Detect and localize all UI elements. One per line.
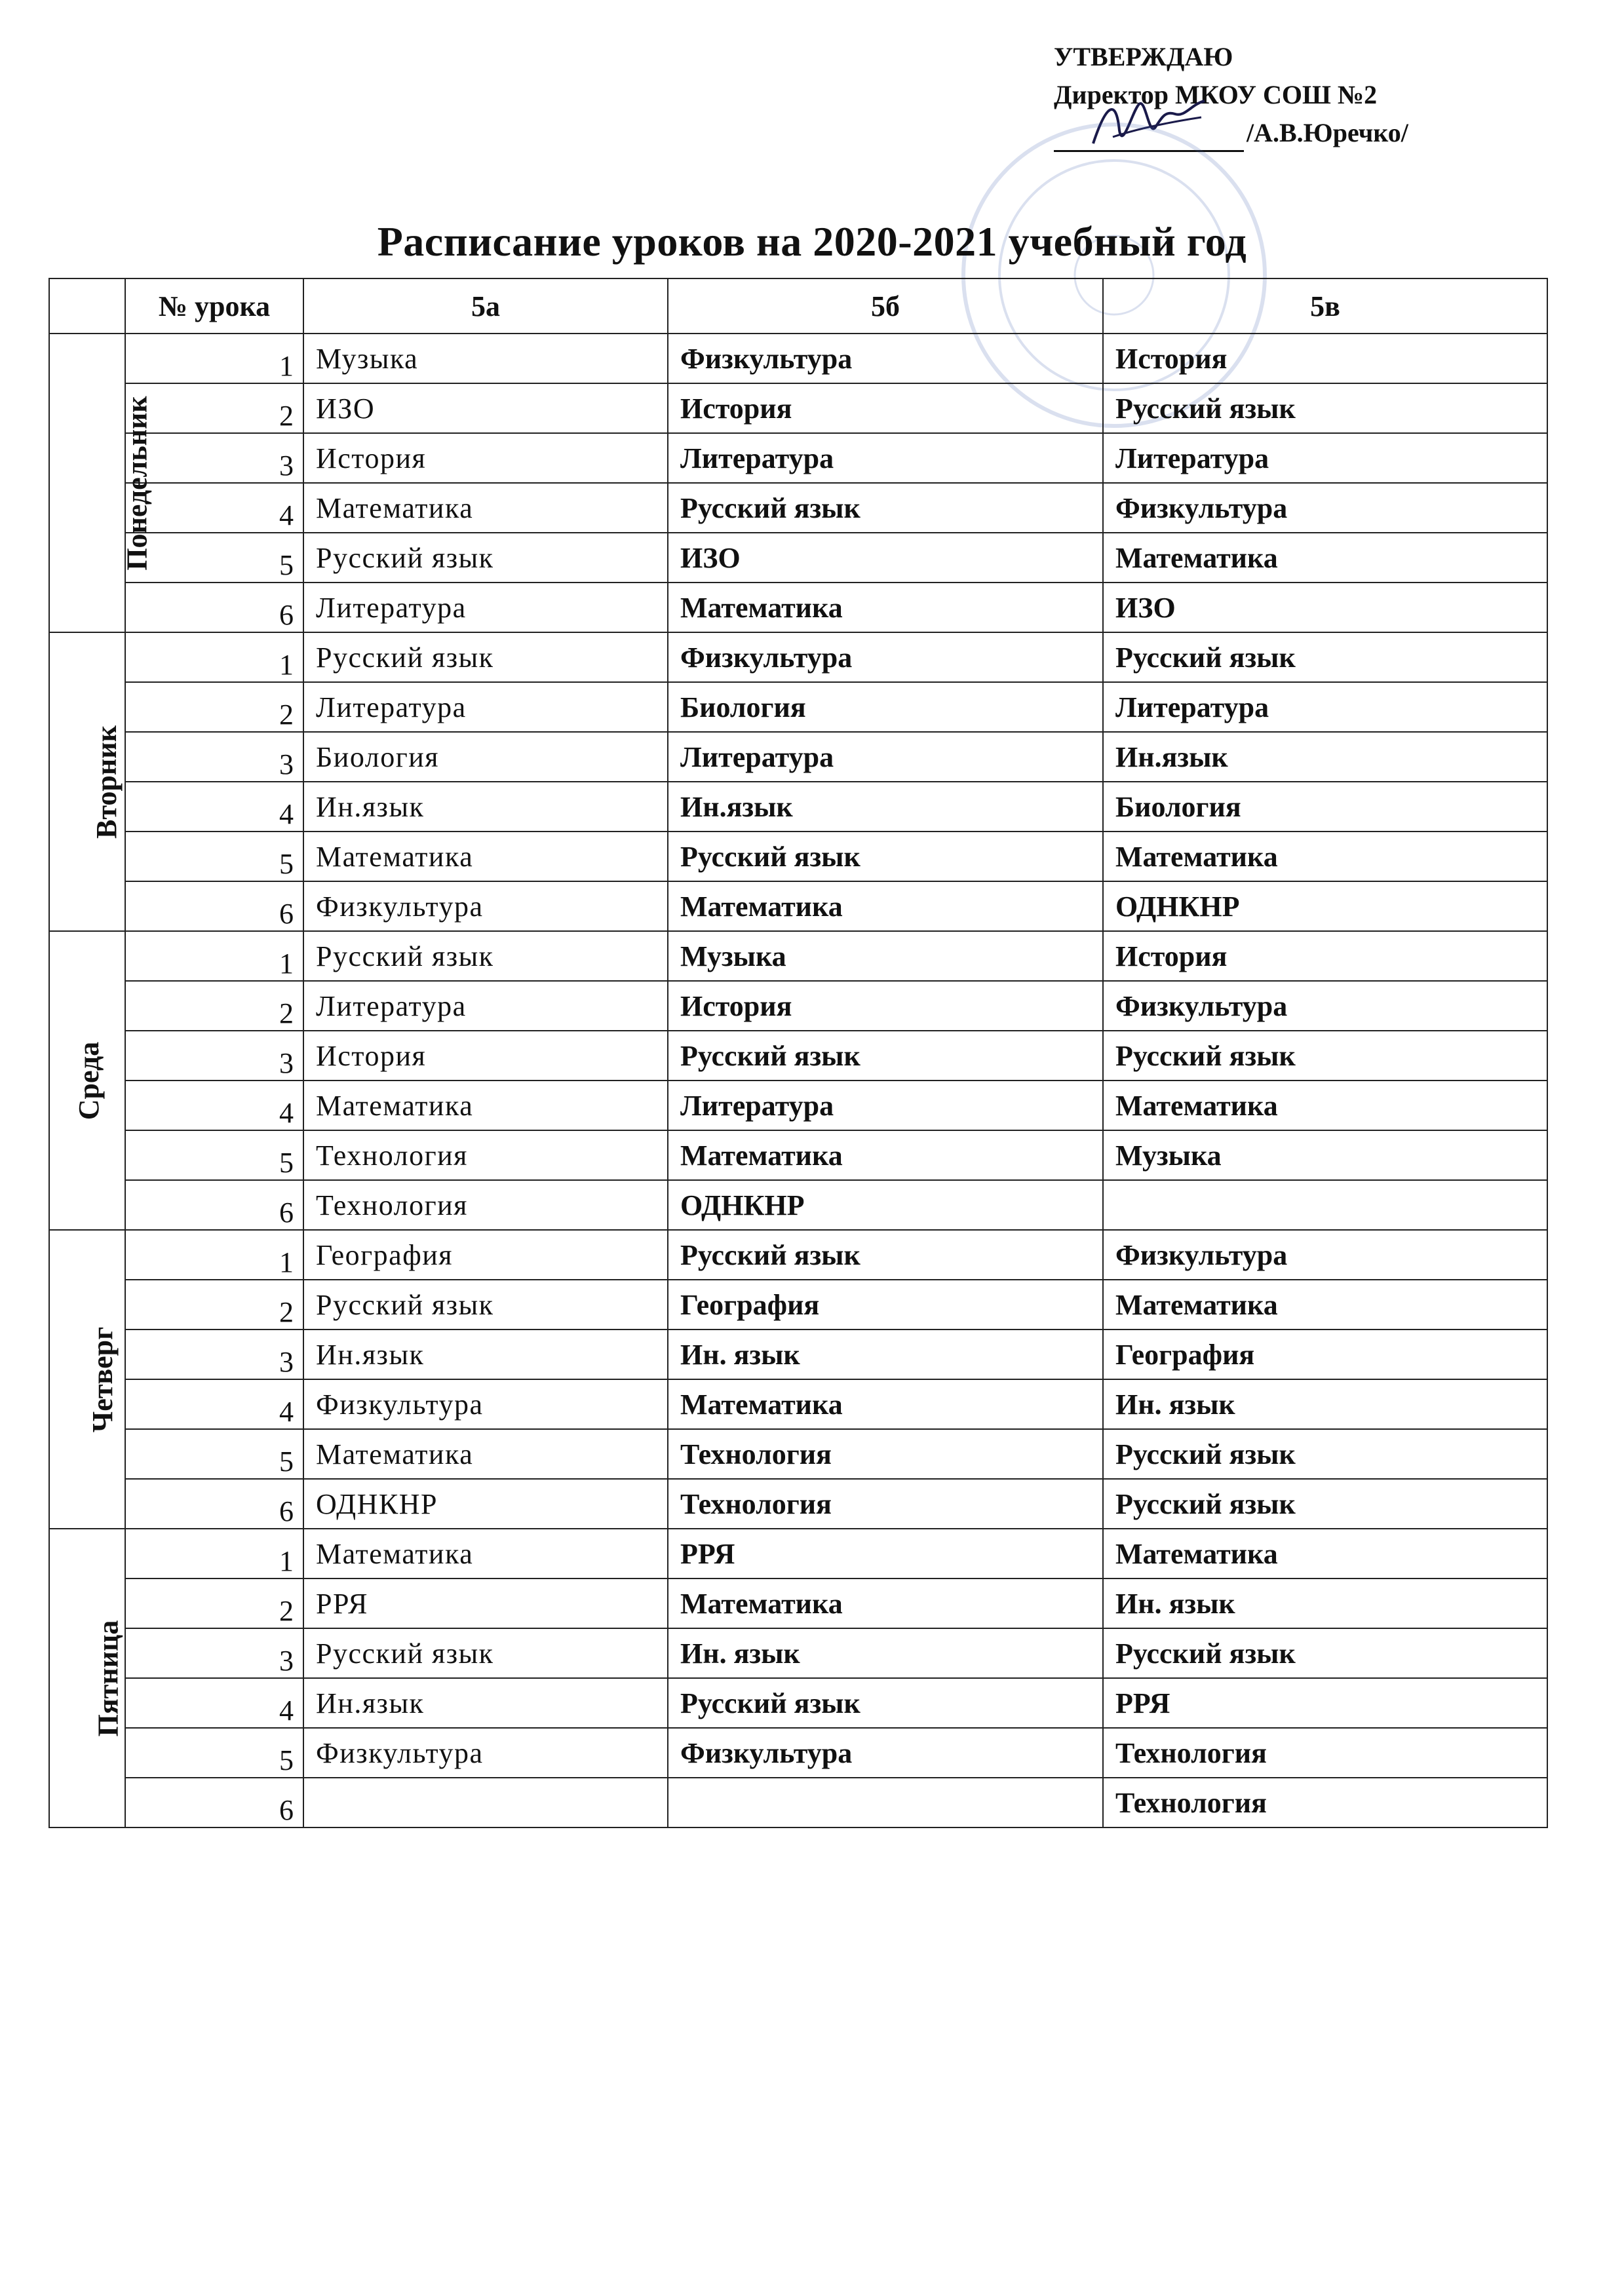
subject-5v-cell: Математика: [1103, 832, 1547, 881]
subject-5b-cell: Физкультура: [668, 334, 1103, 383]
table-row: [49, 1130, 1547, 1180]
subject-5v-cell: Биология: [1103, 782, 1547, 832]
lesson-number-cell: 2: [125, 981, 303, 1031]
subject-5a-cell: Математика: [303, 483, 668, 533]
subject-5v-cell: Математика: [1103, 1280, 1547, 1330]
subject-5b-cell: Математика: [668, 1578, 1103, 1628]
table-row: [49, 1728, 1547, 1778]
subject-5b-cell: История: [668, 981, 1103, 1031]
table-row: [49, 1330, 1547, 1379]
subject-5v-cell: Физкультура: [1103, 981, 1547, 1031]
subject-5a-cell: География: [303, 1230, 668, 1280]
subject-5b-cell: История: [668, 383, 1103, 433]
lesson-number-cell: 6: [125, 881, 303, 931]
subject-5b-cell: [668, 1778, 1103, 1827]
subject-5a-cell: Ин.язык: [303, 1330, 668, 1379]
day-name-cell: [49, 1230, 125, 1529]
table-row: [49, 483, 1547, 533]
subject-5a-cell: Биология: [303, 732, 668, 782]
lesson-number-cell: 5: [125, 1728, 303, 1778]
subject-5a-cell: Русский язык: [303, 931, 668, 981]
class-header-5a: 5а: [303, 278, 668, 334]
lesson-number-cell: 5: [125, 1429, 303, 1479]
day-name: Пятница: [92, 1620, 125, 1736]
table-row: [49, 1031, 1547, 1081]
day-name-cell: [49, 334, 153, 632]
subject-5a-cell: Литература: [303, 981, 668, 1031]
lesson-number-cell: 1: [125, 632, 303, 682]
table-row: [49, 334, 1547, 383]
subject-5b-cell: Математика: [668, 1130, 1103, 1180]
subject-5a-cell: Русский язык: [303, 533, 668, 583]
subject-5b-cell: Физкультура: [668, 1728, 1103, 1778]
subject-5v-cell: Ин. язык: [1103, 1379, 1547, 1429]
subject-5v-cell: Музыка: [1103, 1130, 1547, 1180]
subject-5b-cell: Русский язык: [668, 1031, 1103, 1081]
subject-5a-cell: [303, 1778, 668, 1827]
subject-5v-cell: История: [1103, 931, 1547, 981]
subject-5b-cell: Русский язык: [668, 1230, 1103, 1280]
table-row: [49, 1778, 1547, 1827]
subject-5a-cell: История: [303, 1031, 668, 1081]
table-row: [49, 1678, 1547, 1728]
table-row: [49, 782, 1547, 832]
subject-5v-cell: История: [1103, 334, 1547, 383]
subject-5a-cell: Технология: [303, 1180, 668, 1230]
subject-5b-cell: Литература: [668, 433, 1103, 483]
table-row: [49, 533, 1547, 583]
subject-5b-cell: Математика: [668, 1379, 1103, 1429]
subject-5v-cell: [1103, 1180, 1547, 1230]
subject-5v-cell: Русский язык: [1103, 1429, 1547, 1479]
subject-5b-cell: Русский язык: [668, 1678, 1103, 1728]
subject-5a-cell: РРЯ: [303, 1578, 668, 1628]
subject-5v-cell: Физкультура: [1103, 1230, 1547, 1280]
subject-5v-cell: Литература: [1103, 682, 1547, 732]
day-name: Четверг: [87, 1326, 119, 1432]
lesson-number-cell: 1: [125, 1230, 303, 1280]
lesson-number-cell: 4: [125, 1678, 303, 1728]
lesson-number-cell: 6: [125, 583, 303, 632]
day-name-cell: [49, 632, 125, 931]
lesson-number-cell: 6: [125, 1180, 303, 1230]
lesson-number-cell: 5: [125, 832, 303, 881]
page-title: Расписание уроков на 2020-2021 учебный год: [377, 218, 1247, 265]
table-row: [49, 1429, 1547, 1479]
subject-5a-cell: Математика: [303, 1081, 668, 1130]
subject-5b-cell: Биология: [668, 682, 1103, 732]
lesson-number-cell: 3: [125, 433, 303, 483]
subject-5b-cell: Музыка: [668, 931, 1103, 981]
subject-5v-cell: ИЗО: [1103, 583, 1547, 632]
subject-5a-cell: Математика: [303, 1429, 668, 1479]
day-column-header: [49, 278, 125, 334]
subject-5a-cell: История: [303, 433, 668, 483]
day-name-cell: [49, 1529, 125, 1827]
table-row: [49, 682, 1547, 732]
day-name: Среда: [73, 1041, 106, 1120]
subject-5v-cell: Математика: [1103, 1529, 1547, 1578]
lesson-number-cell: 2: [125, 682, 303, 732]
subject-5b-cell: Математика: [668, 583, 1103, 632]
subject-5v-cell: Литература: [1103, 433, 1547, 483]
subject-5b-cell: География: [668, 1280, 1103, 1330]
subject-5a-cell: ОДНКНР: [303, 1479, 668, 1529]
schedule-table: [48, 278, 1548, 1828]
subject-5a-cell: Литература: [303, 682, 668, 732]
subject-5a-cell: Русский язык: [303, 1280, 668, 1330]
lesson-number-cell: 4: [125, 1379, 303, 1429]
subject-5a-cell: Физкультура: [303, 1379, 668, 1429]
subject-5v-cell: Физкультура: [1103, 483, 1547, 533]
subject-5b-cell: Ин.язык: [668, 782, 1103, 832]
day-name-cell: [49, 931, 125, 1230]
table-header-row: [49, 278, 1547, 334]
approval-heading: УТВЕРЖДАЮ: [1054, 42, 1233, 71]
subject-5v-cell: Русский язык: [1103, 1628, 1547, 1678]
subject-5b-cell: ИЗО: [668, 533, 1103, 583]
lesson-number-cell: 5: [125, 1130, 303, 1180]
subject-5a-cell: Литература: [303, 583, 668, 632]
table-row: [49, 1180, 1547, 1230]
subject-5v-cell: География: [1103, 1330, 1547, 1379]
subject-5v-cell: Математика: [1103, 533, 1547, 583]
day-name: Понедельник: [121, 395, 153, 571]
subject-5v-cell: Русский язык: [1103, 632, 1547, 682]
table-row: [49, 981, 1547, 1031]
subject-5v-cell: Математика: [1103, 1081, 1547, 1130]
table-row: [49, 1230, 1547, 1280]
subject-5a-cell: Математика: [303, 832, 668, 881]
table-row: [49, 1379, 1547, 1429]
subject-5a-cell: Ин.язык: [303, 1678, 668, 1728]
subject-5a-cell: Физкультура: [303, 1728, 668, 1778]
subject-5v-cell: Технология: [1103, 1778, 1547, 1827]
subject-5a-cell: Технология: [303, 1130, 668, 1180]
table-row: [49, 1479, 1547, 1529]
lesson-number-cell: 1: [125, 334, 303, 383]
subject-5b-cell: Литература: [668, 732, 1103, 782]
table-row: [49, 1280, 1547, 1330]
table-row: [49, 1628, 1547, 1678]
subject-5b-cell: Литература: [668, 1081, 1103, 1130]
subject-5b-cell: РРЯ: [668, 1529, 1103, 1578]
subject-5b-cell: Ин. язык: [668, 1330, 1103, 1379]
table-row: [49, 1529, 1547, 1578]
subject-5a-cell: Математика: [303, 1529, 668, 1578]
lesson-number-cell: 3: [125, 732, 303, 782]
subject-5b-cell: Русский язык: [668, 483, 1103, 533]
lesson-number-cell: 6: [125, 1778, 303, 1827]
lesson-number-cell: 4: [125, 483, 303, 533]
subject-5b-cell: Русский язык: [668, 832, 1103, 881]
subject-5v-cell: Ин.язык: [1103, 732, 1547, 782]
day-name: Вторник: [90, 725, 123, 839]
lesson-number-cell: 6: [125, 1479, 303, 1529]
subject-5a-cell: Русский язык: [303, 632, 668, 682]
lesson-number-cell: 3: [125, 1031, 303, 1081]
table-row: [49, 1578, 1547, 1628]
lesson-number-cell: 3: [125, 1330, 303, 1379]
lesson-number-cell: 4: [125, 782, 303, 832]
subject-5b-cell: Технология: [668, 1479, 1103, 1529]
subject-5b-cell: Физкультура: [668, 632, 1103, 682]
subject-5v-cell: Ин. язык: [1103, 1578, 1547, 1628]
approval-director: Директор МКОУ СОШ №2: [1054, 80, 1378, 109]
class-header-5v: 5в: [1103, 278, 1547, 334]
subject-5v-cell: РРЯ: [1103, 1678, 1547, 1728]
table-row: [49, 433, 1547, 483]
lesson-number-cell: 5: [125, 533, 303, 583]
table-row: [49, 1081, 1547, 1130]
lesson-number-cell: 1: [125, 931, 303, 981]
subject-5b-cell: ОДНКНР: [668, 1180, 1103, 1230]
subject-5v-cell: ОДНКНР: [1103, 881, 1547, 931]
subject-5v-cell: Русский язык: [1103, 1479, 1547, 1529]
subject-5v-cell: Технология: [1103, 1728, 1547, 1778]
subject-5a-cell: Музыка: [303, 334, 668, 383]
table-row: [49, 583, 1547, 632]
class-header-5b: 5б: [668, 278, 1103, 334]
subject-5a-cell: Физкультура: [303, 881, 668, 931]
subject-5b-cell: Математика: [668, 881, 1103, 931]
table-row: [49, 732, 1547, 782]
subject-5b-cell: Ин. язык: [668, 1628, 1103, 1678]
lesson-number-cell: 2: [125, 1280, 303, 1330]
lesson-number-cell: 3: [125, 1628, 303, 1678]
table-row: [49, 832, 1547, 881]
lesson-number-header: № урока: [125, 278, 303, 334]
subject-5v-cell: Русский язык: [1103, 383, 1547, 433]
lesson-number-cell: 2: [125, 1578, 303, 1628]
table-row: [49, 881, 1547, 931]
subject-5a-cell: Ин.язык: [303, 782, 668, 832]
lesson-number-cell: 4: [125, 1081, 303, 1130]
lesson-number-cell: 1: [125, 1529, 303, 1578]
subject-5v-cell: Русский язык: [1103, 1031, 1547, 1081]
lesson-number-cell: 2: [125, 383, 303, 433]
subject-5b-cell: Технология: [668, 1429, 1103, 1479]
schedule-body: [49, 334, 1547, 1827]
table-row: [49, 931, 1547, 981]
director-name: /А.В.Юречко/: [1247, 118, 1408, 147]
table-row: [49, 632, 1547, 682]
subject-5a-cell: ИЗО: [303, 383, 668, 433]
subject-5a-cell: Русский язык: [303, 1628, 668, 1678]
table-row: [49, 383, 1547, 433]
